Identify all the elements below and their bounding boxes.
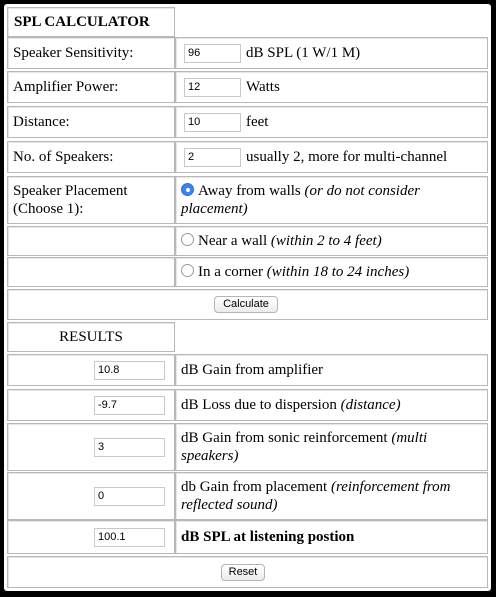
label-cell-speakers	[7, 141, 175, 173]
result-desc-cell-reinforcement	[175, 423, 488, 471]
input-cell-distance	[175, 106, 488, 138]
label-cell-distance	[7, 106, 175, 138]
spl-calculator-window	[4, 4, 491, 591]
label-cell-placement	[7, 176, 175, 224]
placement-away-text: Away from walls	[198, 183, 301, 199]
input-cell-power	[175, 71, 488, 103]
result-value-cell-total	[7, 520, 175, 554]
result-value-cell-dispersion	[7, 389, 175, 421]
placement-corner-note: (within 18 to 24 inches)	[266, 264, 410, 280]
amplifier-gain-desc: dB Gain from amplifier	[181, 362, 324, 378]
calculate-button[interactable]: Calculate	[214, 296, 278, 313]
dispersion-loss-output[interactable]: -9.7	[94, 396, 165, 415]
result-desc-cell-amplifier	[175, 354, 488, 386]
calculator-title-cell	[7, 7, 175, 37]
result-value-cell-reinforcement	[7, 423, 175, 471]
distance-label: Distance:	[13, 114, 70, 130]
result-value-cell-amplifier	[7, 354, 175, 386]
sensitivity-label: Speaker Sensitivity:	[13, 45, 134, 61]
dispersion-loss-desc-line	[181, 396, 401, 414]
distance-unit: feet	[246, 114, 269, 130]
input-cell-speakers	[175, 141, 488, 173]
placement-gain-output[interactable]: 0	[94, 487, 165, 506]
calculator-title: SPL CALCULATOR	[14, 14, 150, 30]
dispersion-loss-note: (distance)	[340, 397, 401, 413]
power-input[interactable]: 12	[184, 78, 241, 97]
sonic-reinforcement-note: (multi speakers)	[181, 430, 428, 464]
placement-option-cell-away[interactable]	[175, 176, 488, 224]
placement-option-cell-corner[interactable]	[175, 257, 488, 287]
speakers-input[interactable]: 2	[184, 148, 241, 167]
amplifier-gain-output[interactable]: 10.8	[94, 361, 165, 380]
distance-input[interactable]: 10	[184, 113, 241, 132]
total-spl-desc: dB SPL at listening postion	[181, 529, 355, 545]
sonic-reinforcement-desc: dB Gain from sonic reinforcement	[181, 430, 388, 446]
radio-unselected-icon[interactable]	[181, 264, 194, 277]
placement-option-away[interactable]	[181, 182, 481, 218]
placement-label-line1: Speaker Placement	[13, 183, 128, 199]
placement-empty-cell-wall	[7, 226, 175, 256]
result-value-cell-placement	[7, 472, 175, 520]
result-desc-cell-total	[175, 520, 488, 554]
label-cell-sensitivity	[7, 37, 175, 69]
calculate-cell	[7, 289, 488, 320]
input-cell-sensitivity	[175, 37, 488, 69]
placement-away-note: (or do not consider placement)	[181, 183, 420, 217]
placement-label-line2: (Choose 1):	[13, 201, 84, 217]
placement-gain-desc: db Gain from placement	[181, 479, 328, 495]
sensitivity-unit: dB SPL (1 W/1 M)	[246, 45, 361, 61]
placement-option-cell-wall[interactable]	[175, 226, 488, 256]
speakers-unit: usually 2, more for multi-channel	[246, 149, 448, 165]
placement-empty-cell-corner	[7, 257, 175, 287]
speakers-label: No. of Speakers:	[13, 149, 114, 165]
results-title: RESULTS	[59, 329, 123, 345]
placement-option-wall[interactable]	[181, 232, 481, 250]
results-title-cell	[7, 322, 175, 352]
total-spl-output[interactable]: 100.1	[94, 528, 165, 547]
label-cell-power	[7, 71, 175, 103]
radio-selected-icon[interactable]	[181, 183, 194, 196]
reset-cell	[7, 556, 488, 588]
power-label: Amplifier Power:	[13, 79, 119, 95]
sensitivity-input[interactable]: 96	[184, 44, 241, 63]
result-desc-cell-placement	[175, 472, 488, 520]
sonic-reinforcement-desc-block	[181, 429, 481, 465]
result-desc-cell-dispersion	[175, 389, 488, 421]
dispersion-loss-desc: dB Loss due to dispersion	[181, 397, 337, 413]
power-unit: Watts	[246, 79, 280, 95]
placement-option-corner[interactable]	[181, 263, 481, 281]
radio-unselected-icon[interactable]	[181, 233, 194, 246]
placement-wall-note: (within 2 to 4 feet)	[270, 233, 382, 249]
placement-gain-note: (reinforcement from reflected sound)	[181, 479, 451, 513]
placement-wall-text: Near a wall	[198, 233, 268, 249]
placement-gain-desc-block	[181, 478, 481, 514]
sonic-reinforcement-output[interactable]: 3	[94, 438, 165, 457]
placement-corner-text: In a corner	[198, 264, 263, 280]
reset-button[interactable]: Reset	[221, 564, 265, 581]
